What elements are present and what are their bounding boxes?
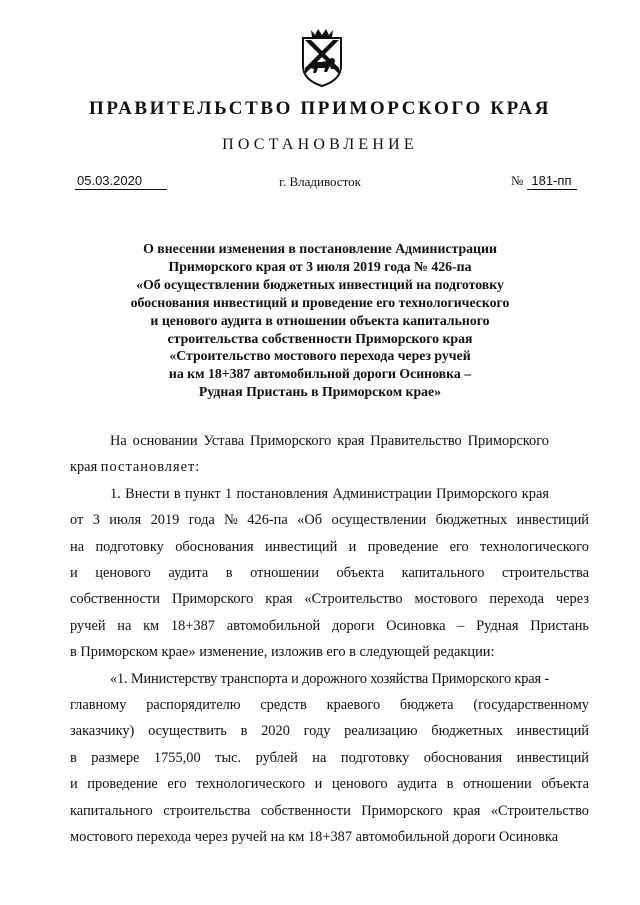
document-heading	[90, 240, 550, 401]
body-line: на подготовку обоснования инвестиций и проведение его технологического	[70, 538, 589, 555]
body-line: 1. Внести в пункт 1 постановления Администрации Приморского края	[110, 485, 549, 502]
paragraph-preamble	[70, 428, 589, 481]
heading-line: «Об осуществлении бюджетных инвестиций на подготовку	[136, 276, 504, 292]
document-number: 181-пп	[527, 173, 577, 190]
body-line	[70, 454, 589, 480]
document-type: ПОСТАНОВЛЕНИЕ	[222, 136, 418, 153]
heading-line: О внесении изменения в постановление Администрации	[143, 241, 497, 256]
body-line: капитального строительства собственности Приморского края «Строительство	[70, 802, 589, 819]
body-line: от 3 июля 2019 года № 426-па «Об осуществлении бюджетных инвестиций	[70, 512, 589, 529]
number-sign: №	[511, 173, 524, 188]
body-line: собственности Приморского края «Строительство мостового перехода через	[70, 591, 589, 608]
heading-line: Рудная Пристань в Приморском крае»	[198, 384, 442, 400]
primorsky-krai-coat-of-arms-icon	[297, 28, 347, 88]
government-title: ПРАВИТЕЛЬСТВО ПРИМОРСКОГО КРАЯ	[88, 98, 552, 119]
heading-line: строительства собственности Приморского края	[167, 330, 473, 346]
paragraph-item-1	[70, 481, 589, 666]
heading-line: на км 18+387 автомобильной дороги Осиновка –	[168, 366, 472, 382]
body-line: и проведение его технологического и ценового аудита в отношении объекта	[70, 776, 589, 793]
heading-line: «Строительство мостового перехода через ручей	[169, 348, 471, 364]
resolution-word: постановляет:	[100, 459, 201, 476]
body-line: «1. Министерству транспорта и дорожного хозяйства Приморского края -	[110, 670, 549, 687]
document-date: 05.03.2020	[75, 173, 167, 190]
body-line: На основании Устава Приморского края Правительство Приморского	[110, 433, 549, 449]
paragraph-quoted-item-1	[70, 666, 589, 851]
body-line: ручей на км 18+387 автомобильной дороги Осиновка – Рудная Пристань	[70, 617, 589, 634]
body-line: в Приморском крае» изменение, изложив его в следующей редакции:	[70, 644, 495, 661]
heading-line: Приморского края от 3 июля 2019 года № 426-па	[168, 258, 472, 274]
body-line: заказчику) осуществить в 2020 году реализацию бюджетных инвестиций	[70, 723, 589, 740]
body-line: в размере 1755,00 тыс. рублей на подготовку обоснования инвестиций	[70, 749, 589, 766]
document-city: г. Владивосток	[279, 174, 361, 189]
body-line: мостового перехода через ручей на км 18+387 автомобильной дороги Осиновка	[70, 829, 559, 846]
heading-line: и ценового аудита в отношении объекта капитального	[150, 312, 490, 328]
body-text-fragment: края	[70, 459, 101, 476]
heading-line: обоснования инвестиций и проведение его технологического	[130, 294, 510, 310]
body-line: главному распорядителю средств краевого бюджета (государственному	[70, 697, 589, 714]
document-body	[70, 428, 589, 851]
body-line: и ценового аудита в отношении объекта капитального строительства	[70, 565, 589, 582]
document-number-block	[511, 173, 577, 190]
